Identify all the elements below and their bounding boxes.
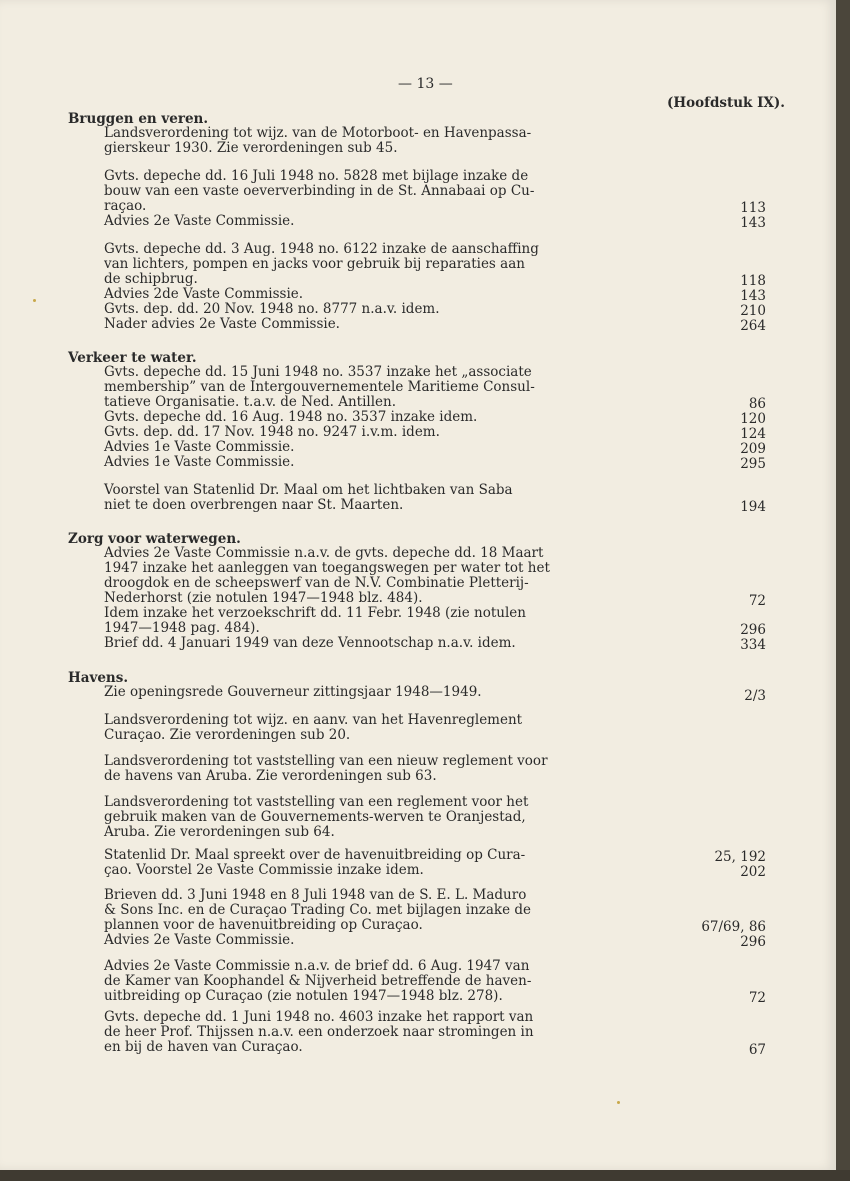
text-line: & Sons Inc. en de Curaçao Trading Co. met bijlagen inzake de <box>104 902 532 918</box>
text-line: Nederhorst (zie notulen 1947—1948 blz. 484). <box>104 590 423 606</box>
section-heading-bruggen: Bruggen en veren. <box>68 111 209 127</box>
text-line: 1947—1948 pag. 484). <box>104 620 260 636</box>
text-line: Curaçao. Zie verordeningen sub 20. <box>104 727 351 743</box>
page-ref: 67 <box>748 1042 766 1058</box>
section-heading-zorg: Zorg voor waterwegen. <box>68 531 241 547</box>
page-ref: 143 <box>740 288 766 304</box>
paper-speck <box>617 1101 620 1104</box>
text-line: Gvts. depeche dd. 15 Juni 1948 no. 3537 inzake het „associate <box>104 364 532 380</box>
page-ref: 296 <box>740 622 766 638</box>
page-ref: 67/69, 86 <box>701 919 766 935</box>
text-line: uitbreiding op Curaçao (zie notulen 1947—1948 blz. 278). <box>104 988 503 1004</box>
page-ref: 118 <box>740 273 766 289</box>
text-line: Zie openingsrede Gouverneur zittingsjaar 1948—1949. <box>104 684 482 700</box>
text-line: Gvts. depeche dd. 16 Juli 1948 no. 5828 met bijlage inzake de <box>104 168 529 184</box>
text-line: Idem inzake het verzoekschrift dd. 11 Febr. 1948 (zie notulen <box>104 605 526 621</box>
text-line: en bij de haven van Curaçao. <box>104 1039 303 1055</box>
text-line: membership” van de Intergouvernementele Maritieme Consul- <box>104 379 535 395</box>
text-line: 1947 inzake het aanleggen van toegangswegen per water tot het <box>104 560 550 576</box>
text-line: de heer Prof. Thijssen n.a.v. een onderzoek naar stromingen in <box>104 1024 534 1040</box>
text-line: niet te doen overbrengen naar St. Maarten. <box>104 497 404 513</box>
page-ref: 124 <box>740 426 766 442</box>
text-line: Brief dd. 4 Januari 1949 van deze Vennootschap n.a.v. idem. <box>104 635 516 651</box>
text-line: Landsverordening tot wijz. van de Motorboot- en Havenpassa- <box>104 125 532 141</box>
text-line: Landsverordening tot wijz. en aanv. van het Havenreglement <box>104 712 523 728</box>
page-edge-right <box>836 0 850 1181</box>
text-line: Gvts. depeche dd. 3 Aug. 1948 no. 6122 inzake de aanschaffing <box>104 241 539 257</box>
page-ref: 194 <box>740 499 766 515</box>
paper-speck <box>33 299 36 302</box>
text-line: tatieve Organisatie. t.a.v. de Ned. Antillen. <box>104 394 397 410</box>
page-ref: 143 <box>740 215 766 231</box>
text-line: Statenlid Dr. Maal spreekt over de havenuitbreiding op Cura- <box>104 847 526 863</box>
text-line: Aruba. Zie verordeningen sub 64. <box>104 824 335 840</box>
text-line: Advies 2e Vaste Commissie. <box>104 213 295 229</box>
page-number: — 13 — <box>398 76 453 92</box>
page-ref: 120 <box>740 411 766 427</box>
page-ref: 86 <box>748 396 766 412</box>
text-line: Advies 1e Vaste Commissie. <box>104 454 295 470</box>
text-line: çao. Voorstel 2e Vaste Commissie inzake idem. <box>104 862 424 878</box>
text-line: Gvts. depeche dd. 16 Aug. 1948 no. 3537 inzake idem. <box>104 409 478 425</box>
text-line: Landsverordening tot vaststelling van een reglement voor het <box>104 794 529 810</box>
page-ref: 72 <box>748 990 766 1006</box>
text-line: Brieven dd. 3 Juni 1948 en 8 Juli 1948 van de S. E. L. Maduro <box>104 887 527 903</box>
page-edge-bottom <box>0 1170 850 1181</box>
text-line: Landsverordening tot vaststelling van een nieuw reglement voor <box>104 753 548 769</box>
text-line: Gvts. depeche dd. 1 Juni 1948 no. 4603 inzake het rapport van <box>104 1009 534 1025</box>
text-line: de Kamer van Koophandel & Nijverheid betreffende de haven- <box>104 973 532 989</box>
page-ref: 25, 192 <box>714 849 766 865</box>
section-heading-verkeer: Verkeer te water. <box>68 350 197 366</box>
text-line: Advies 2de Vaste Commissie. <box>104 286 304 302</box>
text-line: Advies 2e Vaste Commissie n.a.v. de brief dd. 6 Aug. 1947 van <box>104 958 530 974</box>
text-line: Advies 2e Vaste Commissie n.a.v. de gvts. depeche dd. 18 Maart <box>104 545 544 561</box>
section-heading-havens: Havens. <box>68 670 129 686</box>
page-ref: 2/3 <box>744 688 766 704</box>
text-line: gebruik maken van de Gouvernements-werven te Oranjestad, <box>104 809 526 825</box>
text-line: raçao. <box>104 198 147 214</box>
page-ref: 210 <box>740 303 766 319</box>
text-line: plannen voor de havenuitbreiding op Curaçao. <box>104 917 423 933</box>
text-line: Advies 1e Vaste Commissie. <box>104 439 295 455</box>
page-ref: 264 <box>740 318 766 334</box>
text-line: droogdok en de scheepswerf van de N.V. Combinatie Pletterij- <box>104 575 529 591</box>
text-line: gierskeur 1930. Zie verordeningen sub 45. <box>104 140 398 156</box>
text-line: bouw van een vaste oeververbinding in de St. Annabaai op Cu- <box>104 183 535 199</box>
text-line: Nader advies 2e Vaste Commissie. <box>104 316 340 332</box>
text-line: van lichters, pompen en jacks voor gebruik bij reparaties aan <box>104 256 525 272</box>
page-ref: 209 <box>740 441 766 457</box>
text-line: Gvts. dep. dd. 17 Nov. 1948 no. 9247 i.v.m. idem. <box>104 424 440 440</box>
text-line: Advies 2e Vaste Commissie. <box>104 932 295 948</box>
page-ref: 113 <box>740 200 766 216</box>
page-ref: 202 <box>740 864 766 880</box>
text-line: Voorstel van Statenlid Dr. Maal om het lichtbaken van Saba <box>104 482 513 498</box>
text-line: de havens van Aruba. Zie verordeningen sub 63. <box>104 768 437 784</box>
page-ref: 296 <box>740 934 766 950</box>
page-ref: 334 <box>740 637 766 653</box>
page-ref: 72 <box>748 593 766 609</box>
text-line: Gvts. dep. dd. 20 Nov. 1948 no. 8777 n.a.v. idem. <box>104 301 440 317</box>
chapter-label: (Hoofdstuk IX). <box>667 95 785 111</box>
page-ref: 295 <box>740 456 766 472</box>
text-line: de schipbrug. <box>104 271 198 287</box>
